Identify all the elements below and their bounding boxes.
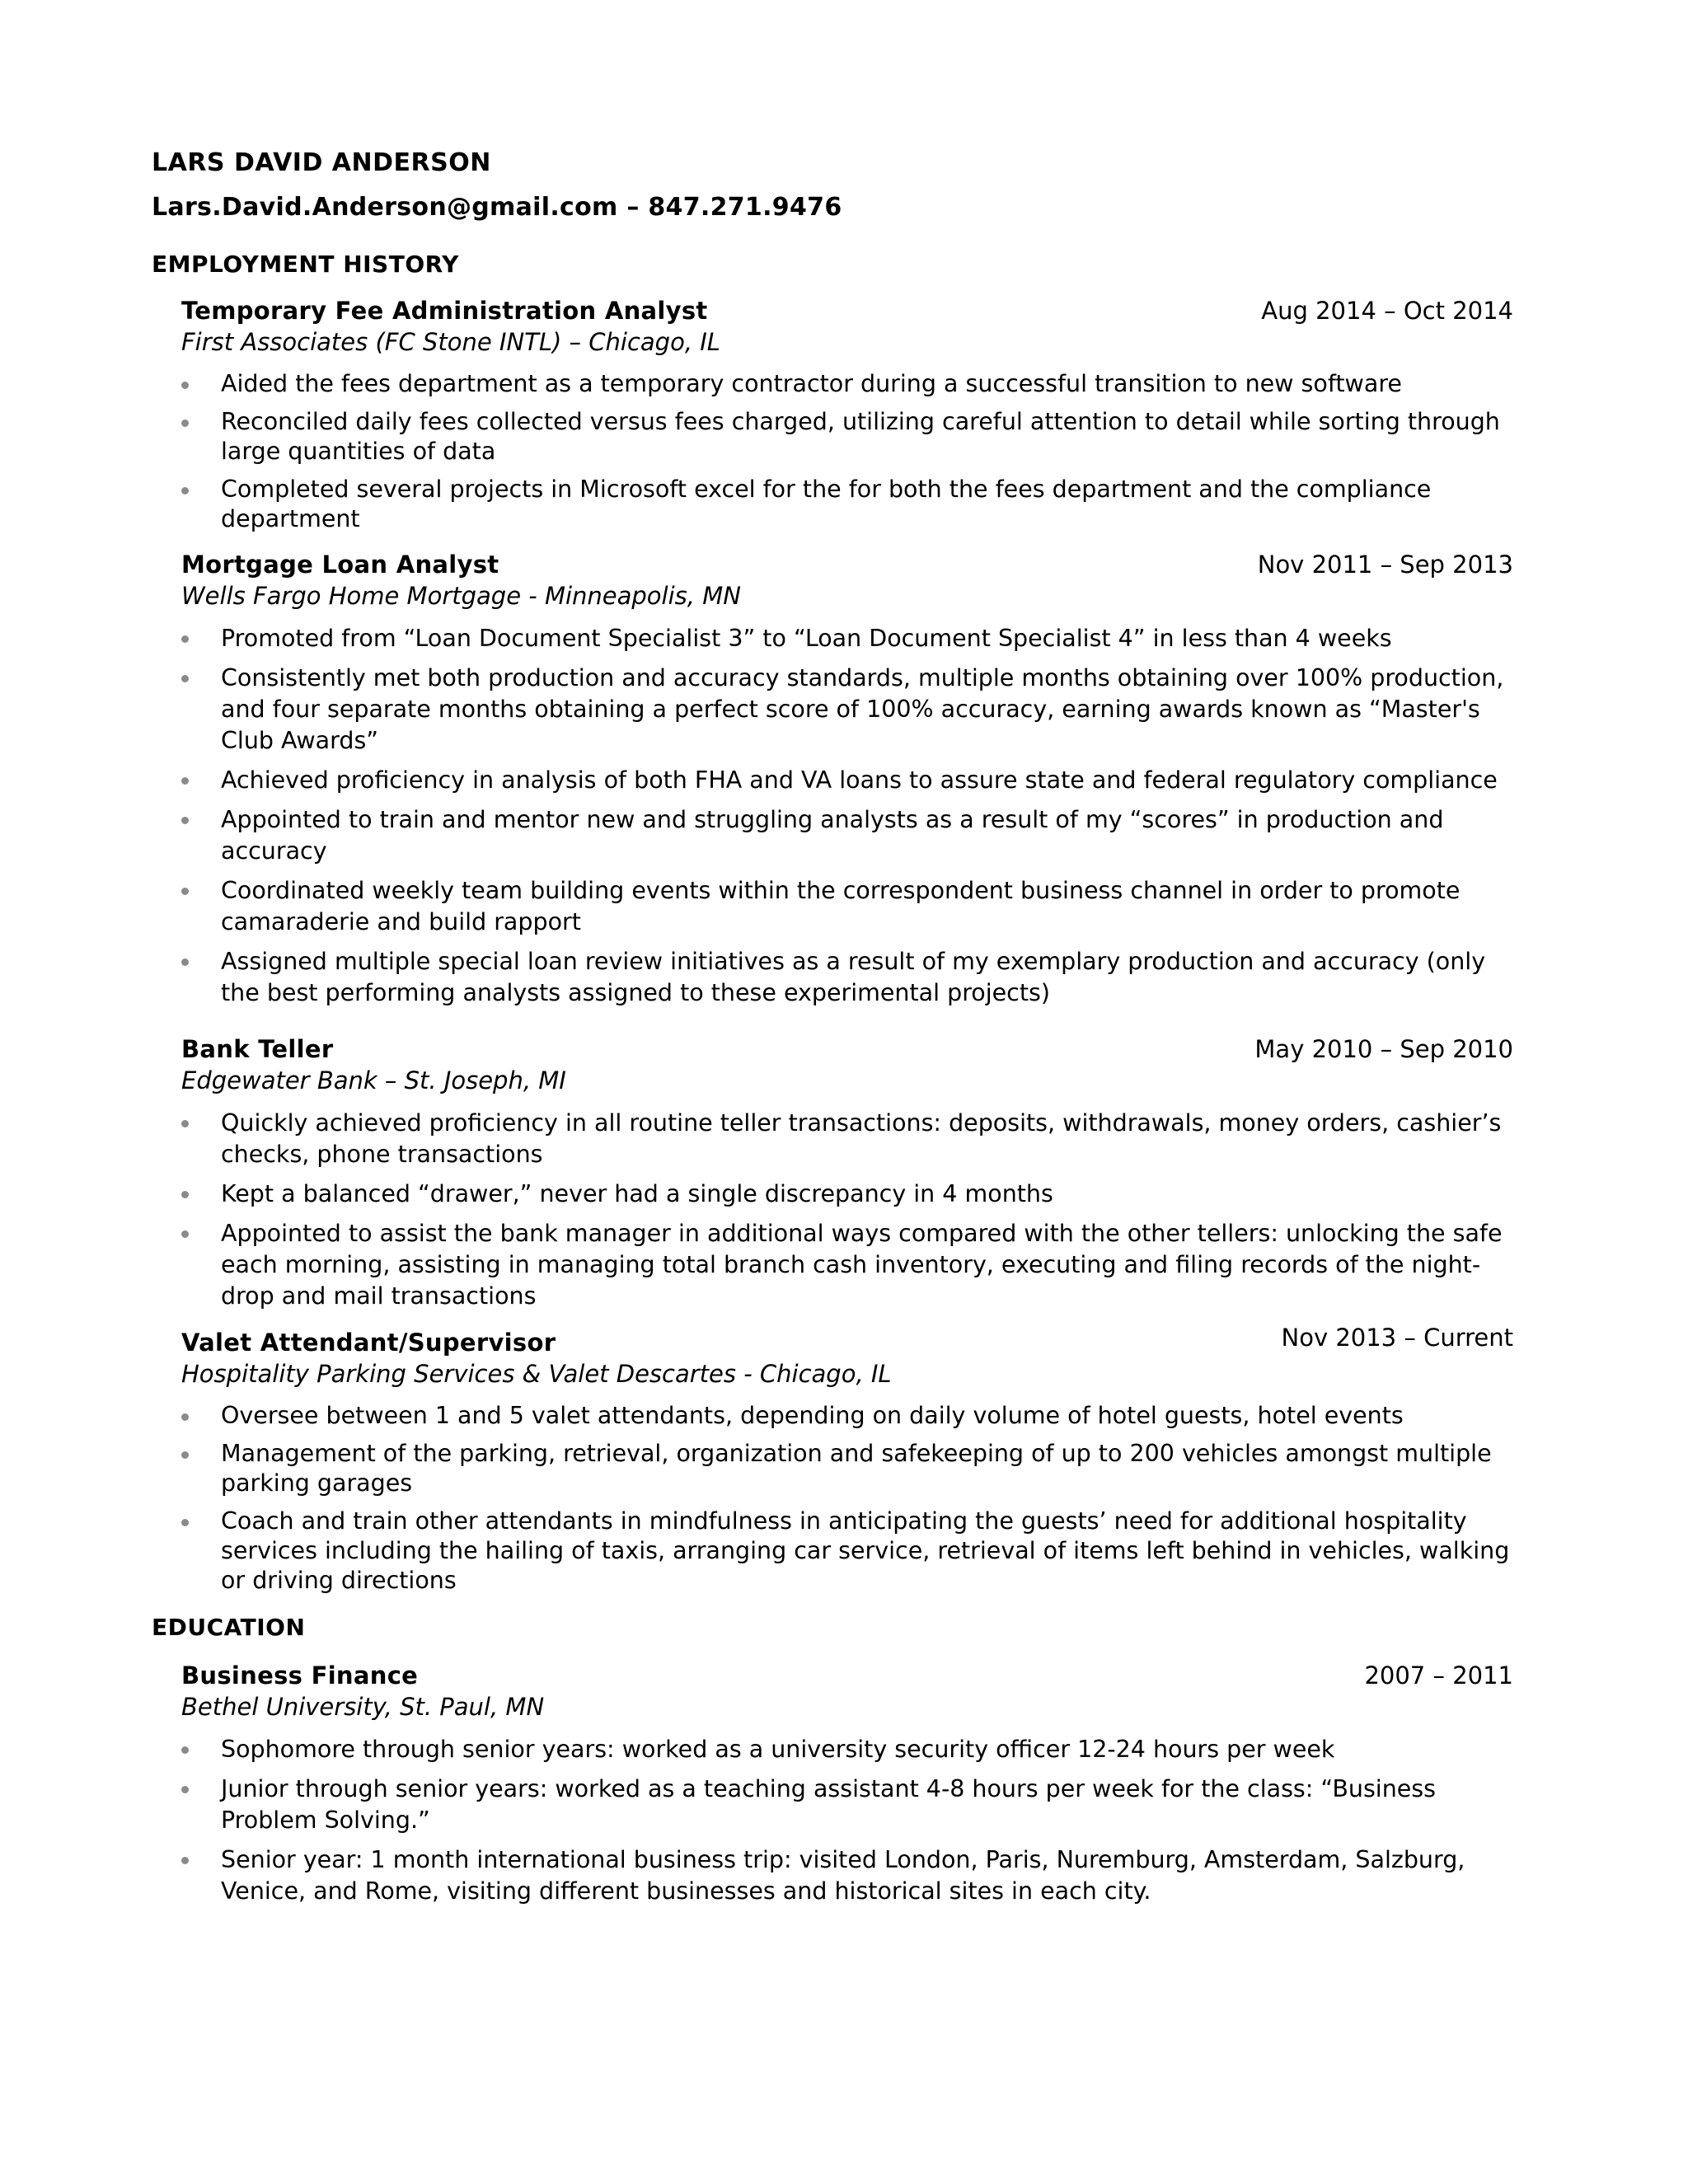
job-header: [181, 551, 1513, 582]
job-dates: May 2010 – Sep 2010: [1254, 1035, 1513, 1063]
bullet-dot-icon: [181, 817, 189, 824]
job-organization: Wells Fargo Home Mortgage - Minneapolis, MN: [181, 582, 741, 610]
bullet-dot-icon: [181, 1519, 189, 1526]
job-organization: Hospitality Parking Services & Valet Descartes - Chicago, IL: [181, 1360, 892, 1388]
job-bullets: [181, 623, 1513, 1009]
education-heading: EDUCATION: [152, 1614, 306, 1641]
bullet-text: Achieved proficiency in analysis of both FHA and VA loans to assure state and federal regulatory compliance: [221, 766, 1498, 794]
bullet-item: [181, 663, 1513, 757]
bullet-dot-icon: [181, 1786, 189, 1793]
bullet-dot-icon: [181, 1413, 189, 1421]
bullet-dot-icon: [181, 1120, 189, 1127]
job-header: [181, 297, 1513, 328]
bullet-item: [181, 407, 1513, 466]
bullet-item: [181, 1401, 1513, 1431]
education-header: [181, 1661, 1513, 1693]
bullet-text: Sophomore through senior years: worked as a university security officer 12-24 hours per week: [221, 1736, 1335, 1763]
job-organization: Edgewater Bank – St. Joseph, MI: [181, 1066, 566, 1094]
bullet-text: Reconciled daily fees collected versus fees charged, utilizing careful attention to detail while sorting through large quantities of data: [221, 408, 1500, 465]
job-title: Valet Attendant/Supervisor: [181, 1329, 556, 1357]
bullet-text: Oversee between 1 and 5 valet attendants, depending on daily volume of hotel guests, hotel events: [221, 1402, 1404, 1429]
bullet-text: Coordinated weekly team building events within the correspondent business channel in order to promote camaraderie and build rapport: [221, 877, 1461, 935]
bullet-dot-icon: [181, 675, 189, 682]
bullet-dot-icon: [181, 1230, 189, 1238]
bullet-item: [181, 765, 1513, 796]
bullet-dot-icon: [181, 419, 189, 427]
bullet-dot-icon: [181, 958, 189, 966]
job-title: Temporary Fee Administration Analyst: [181, 297, 708, 325]
job-title: Mortgage Loan Analyst: [181, 551, 499, 579]
bullet-text: Assigned multiple special loan review initiatives as a result of my exemplary production and accuracy (only the best performing analysts assigned to these experimental projects): [221, 948, 1486, 1006]
bullet-item: [181, 1734, 1513, 1765]
job-organization: First Associates (FC Stone INTL) – Chicago, IL: [181, 328, 720, 356]
education-dates: 2007 – 2011: [1364, 1661, 1513, 1690]
candidate-name: LARS DAVID ANDERSON: [152, 148, 491, 177]
bullet-text: Quickly achieved proficiency in all routine teller transactions: deposits, withdrawals, money orders, cashier’s checks, phone transactions: [221, 1109, 1502, 1168]
bullet-text: Completed several projects in Microsoft excel for the for both the fees department and the compliance department: [221, 476, 1432, 532]
job-header: [181, 1324, 1513, 1360]
bullet-item: [181, 1844, 1513, 1907]
bullet-text: Promoted from “Loan Document Specialist 3” to “Loan Document Specialist 4” in less than 4 weeks: [221, 625, 1392, 652]
bullet-item: [181, 1108, 1513, 1170]
job-bullets: [181, 1401, 1513, 1596]
job-entry: [181, 1324, 1513, 1596]
bullet-text: Aided the fees department as a temporary contractor during a successful transition to new software: [221, 370, 1402, 397]
bullet-text: Senior year: 1 month international business trip: visited London, Paris, Nuremburg, Amsterdam, Salzburg, Venice, and Rome, visiting different businesses and historical sites in each city.: [221, 1846, 1465, 1905]
bullet-item: [181, 1179, 1513, 1210]
job-entry: [181, 1035, 1513, 1312]
bullet-dot-icon: [181, 635, 189, 643]
job-entry: [181, 297, 1513, 534]
bullet-text: Appointed to assist the bank manager in additional ways compared with the other tellers: unlocking the safe each morning, assisting in managing total branch cash inventory, executing and filing records of the night-drop and mail transactions: [221, 1220, 1503, 1310]
education-entry: [181, 1661, 1513, 1907]
job-title: Bank Teller: [181, 1035, 334, 1063]
bullet-dot-icon: [181, 1746, 189, 1754]
job-dates: Aug 2014 – Oct 2014: [1261, 297, 1513, 325]
bullet-item: [181, 1439, 1513, 1498]
bullet-dot-icon: [181, 487, 189, 494]
bullet-text: Coach and train other attendants in mindfulness in anticipating the guests’ need for additional hospitality services including the hailing of taxis, arranging car service, retrieval of items left behind in vehicles, walking or driving directions: [221, 1507, 1510, 1594]
bullet-dot-icon: [181, 1451, 189, 1459]
bullet-dot-icon: [181, 888, 189, 895]
job-header: [181, 1035, 1513, 1066]
bullet-item: [181, 475, 1513, 534]
bullet-dot-icon: [181, 1857, 189, 1864]
contact-line: Lars.David.Anderson@gmail.com – 847.271.9476: [152, 193, 842, 222]
bullet-item: [181, 1507, 1513, 1596]
bullet-item: [181, 1218, 1513, 1312]
job-dates: Nov 2013 – Current: [1281, 1324, 1513, 1352]
school-name: Bethel University, St. Paul, MN: [181, 1693, 545, 1721]
bullet-dot-icon: [181, 777, 189, 785]
bullet-item: [181, 804, 1513, 867]
job-bullets: [181, 369, 1513, 534]
bullet-text: Junior through senior years: worked as a teaching assistant 4-8 hours per week for the class: “Business Problem Solving.”: [221, 1775, 1436, 1834]
bullet-item: [181, 875, 1513, 938]
job-entry: [181, 551, 1513, 1009]
job-dates: Nov 2011 – Sep 2013: [1257, 551, 1513, 579]
bullet-item: [181, 369, 1513, 399]
bullet-text: Kept a balanced “drawer,” never had a single discrepancy in 4 months: [221, 1180, 1053, 1207]
bullet-dot-icon: [181, 382, 189, 389]
bullet-item: [181, 946, 1513, 1009]
bullet-dot-icon: [181, 1191, 189, 1198]
education-bullets: [181, 1734, 1513, 1907]
bullet-text: Consistently met both production and accuracy standards, multiple months obtaining over 100% production, and four separate months obtaining a perfect score of 100% accuracy, earning awards known as “Master's Club Awards”: [221, 664, 1504, 754]
degree-title: Business Finance: [181, 1661, 419, 1690]
bullet-item: [181, 1774, 1513, 1836]
job-bullets: [181, 1108, 1513, 1312]
employment-history-heading: EMPLOYMENT HISTORY: [152, 251, 459, 278]
bullet-item: [181, 623, 1513, 654]
bullet-text: Management of the parking, retrieval, organization and safekeeping of up to 200 vehicles amongst multiple parking garages: [221, 1440, 1492, 1497]
bullet-text: Appointed to train and mentor new and struggling analysts as a result of my “scores” in production and accuracy: [221, 806, 1444, 865]
